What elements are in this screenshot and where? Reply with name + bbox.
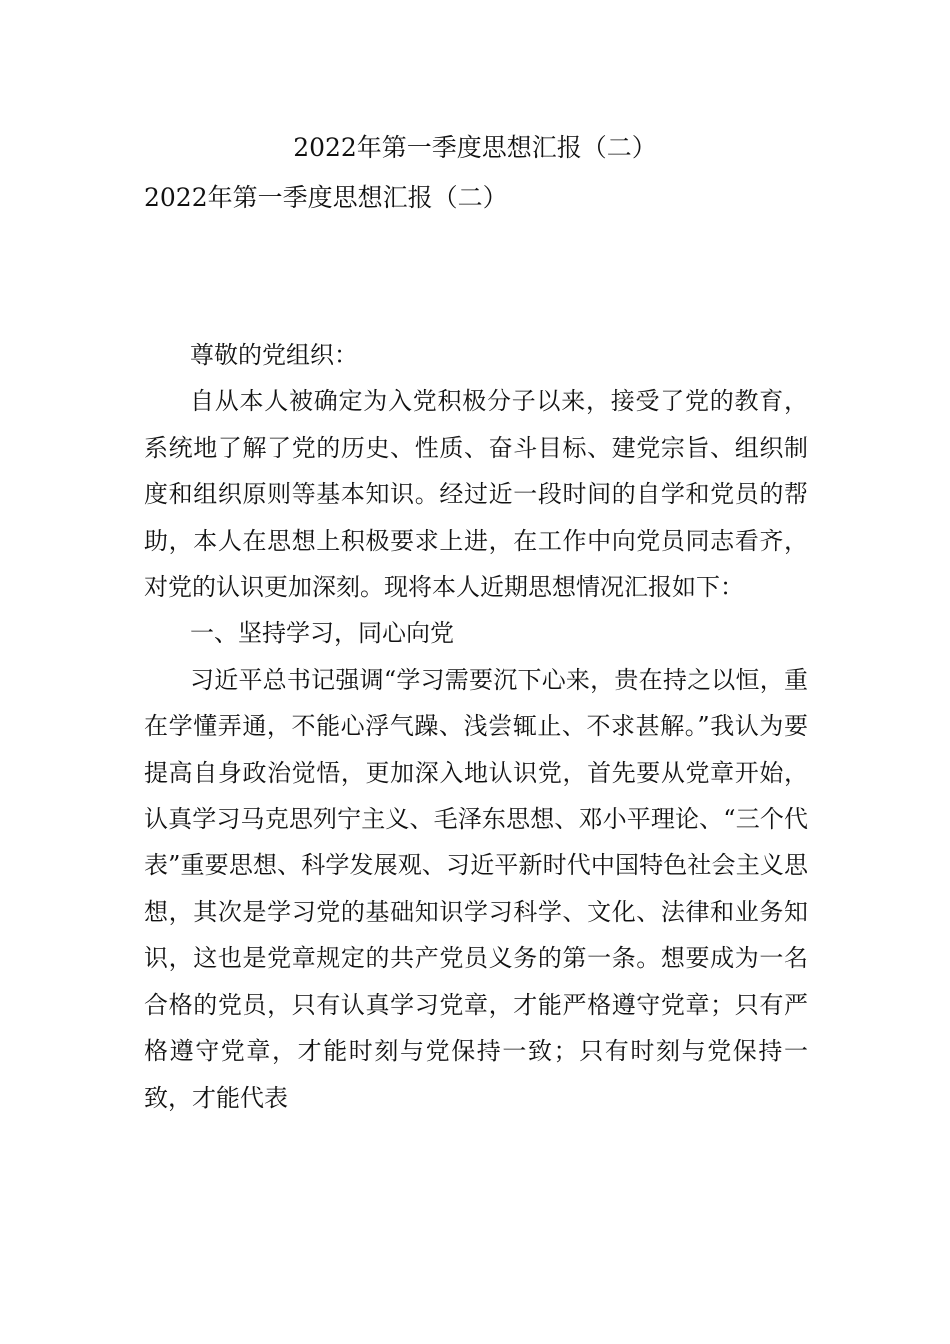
document-subtitle: 2022年第一季度思想汇报（二） (144, 183, 508, 212)
paragraph-study: 习近平总书记强调“学习需要沉下心来，贵在持之以恒，重在学懂弄通，不能心浮气躁、浅尝辄止、不求甚解。”我认为要提高自身政治觉悟，更加深入地认识党，首先要从党章开始，认真学习马克思列宁主义、毛泽东思想、邓小平理论、“三个代表”重要思想、科学发展观、习近平新时代中国特色社会主义思想，其次是学习党的基础知识学习科学、文化、法律和业务知识，这也是党章规定的共产党员义务的第一条。想要成为一名合格的党员，只有认真学习党章，才能严格遵守党章；只有严格遵守党章，才能时刻与党保持一致；只有时刻与党保持一致，才能代表 (144, 665, 808, 1112)
section-heading: 一、坚持学习，同心向党 (190, 619, 454, 648)
paragraph-intro: 自从本人被确定为入党积极分子以来，接受了党的教育，系统地了解了党的历史、性质、奋斗目标、建党宗旨、组织制度和组织原则等基本知识。经过近一段时间的自学和党员的帮助，本人在思想上积极要求上进，在工作中向党员同志看齐，对党的认识更加深刻。现将本人近期思想情况汇报如下： (144, 387, 808, 602)
salutation: 尊敬的党组织： (190, 341, 358, 369)
document-body (144, 332, 808, 1121)
document-title: 2022年第一季度思想汇报（二） (293, 133, 657, 162)
